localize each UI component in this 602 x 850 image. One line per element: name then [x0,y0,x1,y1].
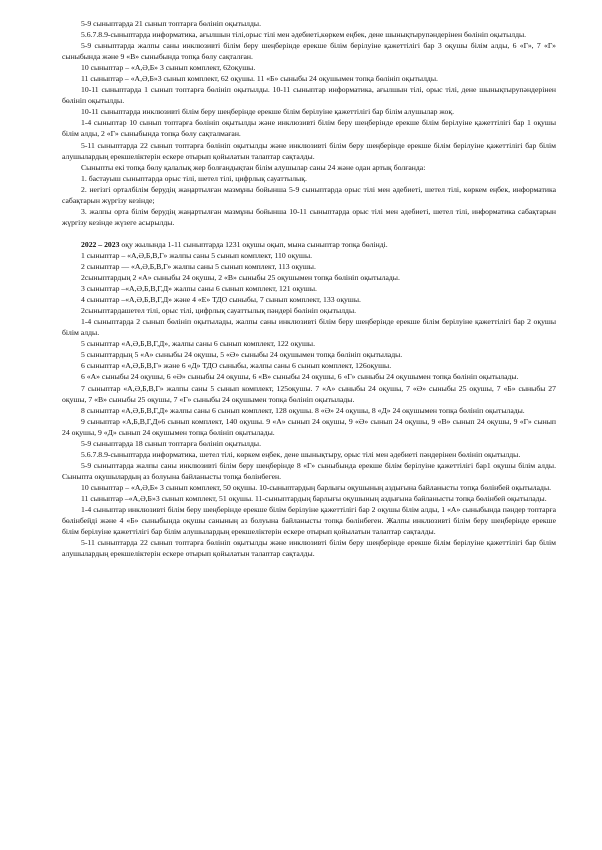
paragraph: Сыныпты екі топқа бөлу қалалық жер болғандықтан білім алушылар саны 24 және одан артық болғанда: [81,162,426,172]
paragraph: 4 сыныптар –«А,Ә,Б,В,Г,Д» және 4 «Е» ТДО сыныбы, 7 сынып комплект, 133 оқушы. [81,295,361,305]
paragraph: 10 сыныптар – «А,Ә,Б» 3 сынып комплект, 50 оқушы. 10-сыныптардың барлығы оқушының аздығына байланысты топқа бөлінбей оқытылады. [81,482,552,492]
paragraph: 3 сыныптар –«А,Ә,Б,В,Г,Д» жалпы саны 6 сынып комплект, 121 оқушы. [81,284,317,294]
paragraph: 2сыныптардашетел тілі, орыс тілі, цифрлық сауаттылық пәндері бөлініп оқытылды. [81,306,357,316]
paragraph: 2сыныптардың 2 «А» сыныбы 24 оқушы, 2 «В» сыныбы 25 оқушымен топқа бөлініп оқытылады. [81,273,400,283]
paragraph: 5-9 сыныптарда жалпы саны инклюзивті білім беру шеңберінде ерекше білім берілуіне қажеттілігі бар 3 оқушы білім алды, 6 «Г», 7 «Г» сыныбында және 9 «В» сыныбында топқа бөлу сақталған. [62,41,556,62]
paragraph: 5-9 сыныптарда жалпы саны инклюзивті білім беру шеңберінде 8 «Г» сыныбында ерекше білім берілуіне қажеттілігі бар1 оқушы білім алды. Сыныпта оқушылардың аз болуына байланысты топқа бөлінбеген. [62,460,556,481]
academic-year: 2022 – 2023 [81,239,120,249]
paragraph: 5.6.7.8.9-сыныптарда информатика, ағылшын тілі,орыс тілі мен әдебиеті,көркем еңбек, дене шынықтырупәндерінен бөлініп оқытылды. [81,30,527,40]
paragraph: 2 сыныптар — «А,Ә,Б,В,Г» жалпы саны 5 сынып комплект, 113 оқушы. [81,261,316,271]
paragraph: 5.6.7.8.9-сыныптарда информатика, шетел тілі, көркем еңбек, дене шынықтыру, орыс тілі мен әдебиеті пәндерінен бөлініп оқытылды. [81,449,521,459]
paragraph: 5-9 сыныптарда 21 сынып топтарға бөлініп оқытылды. [81,19,262,28]
section-class-division-previous [62,18,556,228]
paragraph: 10-11 сыныптарда 1 сынып топтарға бөлініп оқытылды. 10-11 сыныптар информатика, ағылшын тілі, орыс тілі, дене шынықтырупәндерінен бөлініп оқытылды. [62,85,556,106]
paragraph: 10 сыныптар – «А,Ә,Б» 3 сынып комплект, 62оқушы. [81,63,256,73]
section-intro-text: оқу жылында 1-11 сыныптарда 1231 оқушы оқып, мына сыныптар топқа бөлінді. [119,239,388,249]
paragraph: 5 сыныптар «А,Ә,Б,В,Г,Д», жалпы саны 6 сынып комплект, 122 оқушы. [81,339,315,349]
paragraph: 11 сыныптар –«А,Ә,Б»3 сынып комплект, 51 оқушы. 11-сыныптардың барлығы оқушының аздығына байланысты топқа бөлінбей оқытылады. [81,493,547,503]
paragraph: 5 сыныптардың 5 «А» сыныбы 24 оқушы, 5 «Ә» сыныбы 24 оқушымен топқа бөлініп оқытылады. [81,350,403,360]
paragraph: 11 сыныптар – «А,Ә,Б»3 сынып комплект, 62 оқушы. 11 «Б» сыныбы 24 оқушымен топқа бөлініп оқытылды. [81,74,438,84]
paragraph: 5-9 сыныптарда 18 сынып топтарға бөлініп оқытылды. [81,438,262,448]
paragraph: 7 сыныптар «А,Ә,Б,В,Г» жалпы саны 5 сынып комплект, 125оқушы. 7 «А» сыныбы 24 оқушы, 7 «Ә» сыныбы 25 оқушы, 7 «Б» сыныбы 27 оқушы, 7 «В» сыныбы 25 оқушы, 7 «Г» сыныбы 24 оқушымен топқа бөлініп оқытылады. [62,383,556,404]
paragraph: 5-11 сыныптарда 22 сынып топтарға бөлініп оқытылды және инклюзивті білім беру шеңберінде ерекше білім берілуіне қажеттілігі бар білім алушылардың ерекшеліктерін ескере отырып қойылатын талаптар сақталды. [62,140,556,161]
paragraph: 1-4 сыныптарда 2 сынып бөлініп оқытылады, жалпы саны инклюзивті білім беру шеңберінде ерекше білім берілуіне қажеттілігі бар 2 оқушы білім алды. [62,317,556,338]
paragraph: 1-4 сыныптар 10 сынып топтарға бөлініп оқытылды және инклюзивті білім беру шеңберінде ерекше білім берілуіне қажеттілігі бар 1 оқушы білім алды, 2 «Г» сыныбында топқа бөлу сақталмаған. [62,118,556,139]
list-item: 3. жалпы орта білім берудің жаңартылған мазмұны бойынша 10-11 сыныптарда орыс тілі мен әдебиеті, шетел тілі, информатика сабақтарын жүргізу кезінде жүзеге асырылды. [62,206,556,227]
paragraph: 10-11 сыныптарда инклюзивті білім беру шеңберінде ерекше білім берілуіне қажеттілігі бар білім алушылар жоқ. [81,107,454,117]
paragraph: 1-4 сыныптар инклюзивті білім беру шеңберінде ерекше білім берілуіне қажеттілігі бар 2 оқушы білім алды, 1 «А» сыныбында пәндер топтарға бөлінбейді және 4 «Б» сыныбында оқушы санының аз болуына байланысты топқа бөлінбеген. Жалпы инклюзивті білім беру шеңберінде ерекше білім берілуіне қажеттілігі бар білім алушылардың ерекшеліктерін ескере отырып қойылатын талаптар сақталды. [62,505,556,537]
paragraph: 9 сыныптар «А,Б,В,Г,Д»6 сынып комплект, 140 оқушы. 9 «А» сынып 24 оқушы, 9 «Ә» сынып 24 оқушы, 9 «В» сынып 24 оқушы, 9 «Г» сынып 24 оқушы, 9 «Д» сынып 24 оқушымен топқа бөлініп оқытылады. [62,416,556,437]
section-intro-paragraph [62,239,556,250]
section-class-division-2022-2023 [62,239,556,559]
paragraph: 6 «А» сыныбы 24 оқушы, 6 «Ә» сыныбы 24 оқушы, 6 «В» сыныбы 24 оқушы, 6 «Г» сыныбы 24 оқушымен топқа бөлініп оқытылады. [81,372,519,382]
paragraph: 5-11 сыныптарда 22 сынып топтарға бөлініп оқытылды және инклюзивті білім беру шеңберінде ерекше білім берілуіне қажеттілігі бар білім алушылардың ерекшеліктерін ескере отырып қойылатын талаптар сақталды. [62,538,556,559]
list-item: 2. негізгі орталбілім берудің жаңартылған мазмұны бойынша 5-9 сыныптарда орыс тілі мен әдебиеті, шетел тілі, көркем еңбек, информатика сабақтарын жүргізу кезінде; [62,184,556,205]
list-item: 1. бастауыш сыныптарда орыс тілі, шетел тілі, цифрлық сауаттылық. [81,173,307,183]
paragraph: 6 сыныптар «А,Ә,Б,В,Г» және 6 «Д» ТДО сыныбы, жалпы саны 6 сынып комплект, 126оқушы. [81,361,392,371]
paragraph: 1 сыныптар – «А,Ә,Б,В,Г» жалпы саны 5 сынып комплект, 110 оқушы. [81,250,313,260]
paragraph: 8 сыныптар «А,Ә,Б,В,Г,Д» жалпы саны 6 сынып комплект, 128 оқушы. 8 «Ә» 24 оқушы, 8 «Д» 24 оқушымен топқа бөлініп оқытылады. [81,405,525,415]
